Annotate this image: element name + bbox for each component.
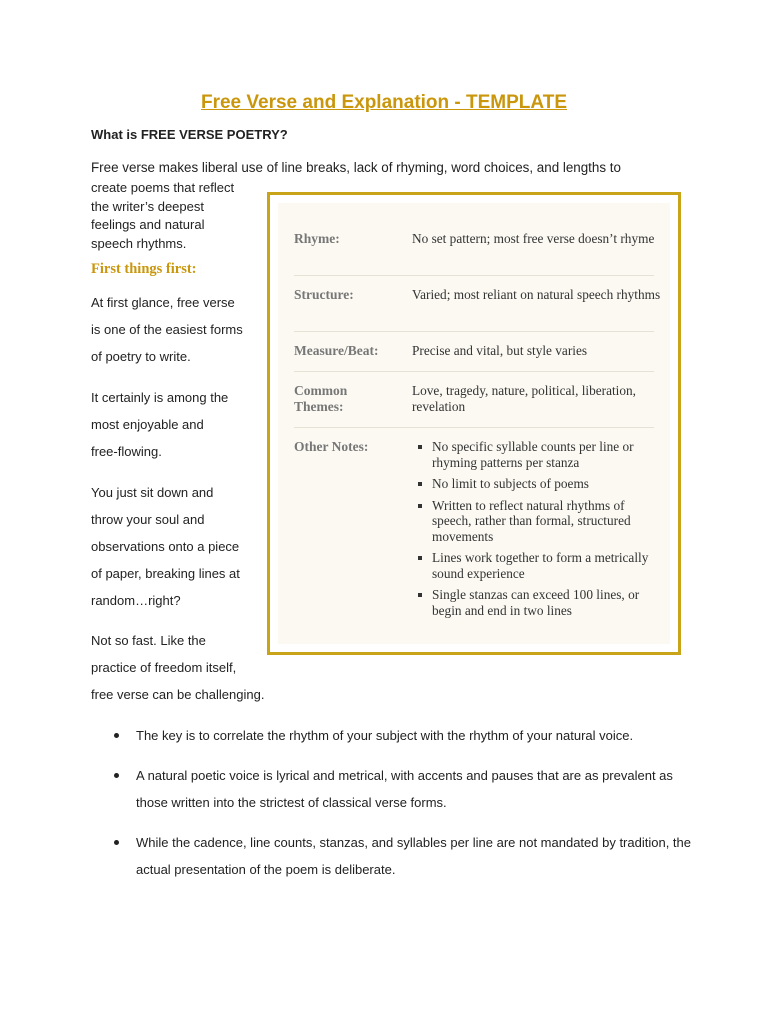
paragraph-line: practice of freedom itself,: [91, 660, 237, 675]
table-row-common-themes: [294, 383, 654, 428]
note-text: Written to reflect natural rhythms of speech, rather than formal, structured movements: [432, 497, 631, 544]
bullet-dot-icon: [114, 840, 119, 845]
paragraph-line: Not so fast. Like the: [91, 633, 206, 648]
square-bullet-icon: [418, 556, 422, 560]
document-title: Free Verse and Explanation - TEMPLATE: [200, 92, 567, 113]
square-bullet-icon: [418, 593, 422, 597]
row-label: Other Notes:: [294, 439, 369, 454]
square-bullet-icon: [418, 482, 422, 486]
table-row-measure-beat: [294, 343, 654, 372]
free-verse-info-table: [267, 192, 681, 655]
paragraph-line: throw your soul and: [91, 512, 205, 527]
row-value: Varied; most reliant on natural speech rhythms: [412, 287, 661, 302]
list-item: [112, 829, 692, 883]
note-text: No specific syllable counts per line or rhyming patterns per stanza: [432, 439, 634, 470]
square-bullet-icon: [418, 445, 422, 449]
bullet-dot-icon: [114, 773, 119, 778]
list-item: [412, 476, 664, 492]
paragraph-line: You just sit down and: [91, 485, 214, 500]
row-value: No set pattern; most free verse doesn’t rhyme: [412, 231, 655, 246]
table-row-structure: [294, 287, 661, 332]
row-label: Rhyme:: [294, 231, 340, 246]
intro-line: speech rhythms.: [91, 235, 187, 251]
paragraph-line: free-flowing.: [91, 444, 162, 459]
row-value: Precise and vital, but style varies: [412, 343, 588, 358]
square-bullet-icon: [418, 504, 422, 508]
list-item: [412, 587, 664, 618]
note-text: Single stanzas can exceed 100 lines, or begin and end in two lines: [432, 587, 640, 618]
intro-line: feelings and natural: [91, 217, 205, 232]
bullet-text: The key is to correlate the rhythm of your subject with the rhythm of your natural voice.: [136, 728, 634, 743]
list-item: [412, 550, 664, 581]
list-item: [412, 439, 664, 470]
row-label: Structure:: [294, 287, 354, 302]
paragraph-line: of poetry to write.: [91, 349, 191, 364]
subheading: First things first:: [91, 261, 197, 277]
list-item: [112, 762, 692, 816]
paragraph-line: At first glance, free verse: [91, 295, 235, 310]
note-text: No limit to subjects of poems: [432, 476, 589, 491]
paragraph-3: [91, 479, 240, 614]
intro-first-line: Free verse makes liberal use of line breaks, lack of rhyming, word choices, and lengths to: [91, 160, 621, 175]
paragraph-line: is one of the easiest forms: [91, 322, 243, 337]
list-item: [112, 722, 692, 749]
row-label: Measure/Beat:: [294, 343, 379, 358]
paragraph-line: of paper, breaking lines at: [91, 566, 240, 581]
table-row-other-notes: [294, 439, 654, 629]
paragraph-line: It certainly is among the: [91, 390, 229, 405]
intro-line: create poems that reflect: [91, 180, 235, 195]
paragraph-1: [91, 289, 243, 370]
key-points-list: [112, 722, 692, 896]
paragraph-line: free verse can be challenging.: [91, 687, 265, 702]
bullet-text: A natural poetic voice is lyrical and metrical, with accents and pauses that are as prevalent as those written into the strictest of classical verse forms.: [136, 768, 673, 810]
bullet-dot-icon: [114, 733, 119, 738]
section-question: What is FREE VERSE POETRY?: [91, 127, 288, 142]
paragraph-line: most enjoyable and: [91, 417, 204, 432]
row-value: Love, tragedy, nature, political, liberation, revelation: [412, 383, 636, 414]
paragraph-line: observations onto a piece: [91, 539, 240, 554]
list-item: [412, 498, 664, 545]
intro-line: the writer’s deepest: [91, 198, 204, 214]
paragraph-line: random…right?: [91, 593, 181, 608]
paragraph-4: [91, 627, 264, 708]
bullet-text: While the cadence, line counts, stanzas, and syllables per line are not mandated by tradition, the actual presentation of the poem is deliberate.: [136, 835, 691, 877]
table-row-rhyme: [294, 231, 654, 276]
row-label: Common Themes:: [294, 383, 348, 414]
note-text: Lines work together to form a metrically sound experience: [432, 550, 649, 581]
notes-list: [412, 439, 664, 624]
info-table-body: [278, 203, 670, 644]
intro-wrapped-text: [91, 179, 266, 253]
paragraph-2: [91, 384, 228, 465]
